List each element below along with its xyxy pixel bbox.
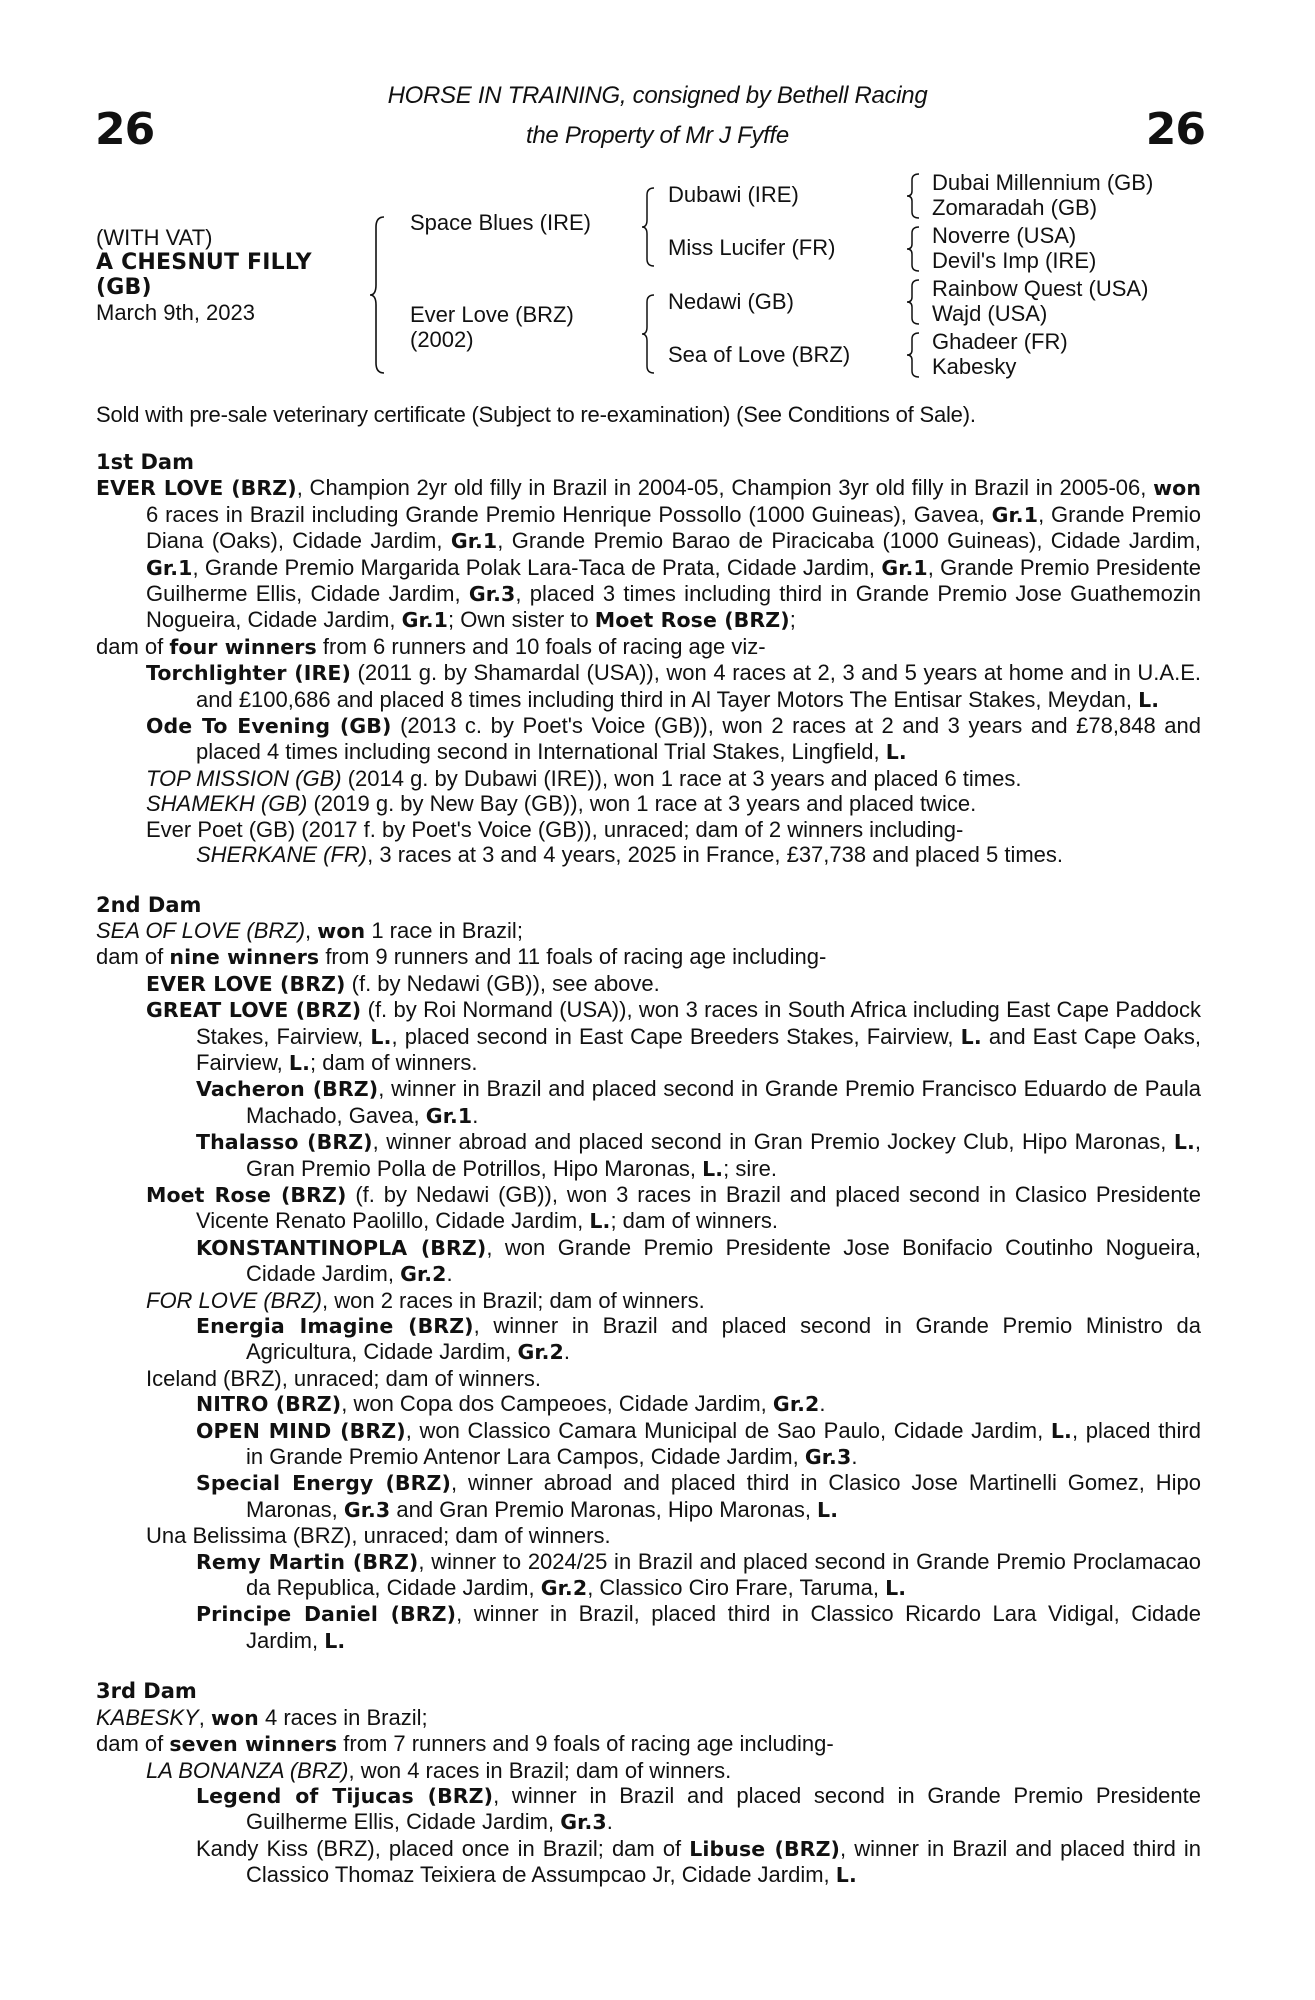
produce-entry [96,713,1201,766]
text: from 6 runners and 10 foals of racing age viz- [316,633,766,659]
text: , won Grande Premio Presidente Jose Bonifacio Coutinho Nogueira, Cidade Jardim, [246,1234,1201,1287]
bold-text: seven winners [169,1732,338,1757]
text: . [606,1809,613,1835]
bold-text: Moet Rose (BRZ) [594,608,790,633]
text: ; Own sister to [448,607,595,633]
pedigree-dam-sire: Nedawi (GB) [668,289,794,314]
section-title: 1st Dam [96,450,194,474]
text: , 3 races at 3 and 4 years, 2025 in France, £37,738 and placed 5 times. [367,842,1064,868]
bold-text: KONSTANTINOPLA (BRZ) [196,1235,487,1260]
bold-text: L. [817,1497,839,1522]
produce-entry [96,1391,1201,1417]
bold-text: NITRO (BRZ) [196,1392,342,1417]
produce-entry [96,1129,1201,1182]
text: , winner in Brazil, placed third in Classico Ricardo Lara Vidigal, Cidade Jardim, [246,1601,1201,1653]
text: , winner in Brazil and placed second in Grande Premio Presidente Guilherme Ellis, Cidade Jardim, [246,1782,1201,1835]
section-title: 3rd Dam [96,1679,197,1704]
pedigree-brace-gg2 [905,225,923,273]
produce-entry [96,918,1201,944]
consignor-header: HORSE IN TRAINING, consigned by Bethell Racing [387,82,928,109]
bold-text: EVER LOVE (BRZ) [96,476,297,501]
text: and Gran Premio Maronas, Hipo Maronas, [390,1496,818,1522]
text: , Grande Premio Presidente Guilherme Ellis, Cidade Jardim, [146,554,1201,607]
text: , winner in Brazil and placed second in Grande Premio Ministro da Agricultura, Cidade Jardim, [246,1313,1201,1365]
produce-entry [96,1235,1201,1288]
bold-text: won [1153,476,1202,501]
text: . [851,1444,858,1470]
text: (2013 c. by Poet's Voice (GB)), won 2 races at 2 and 3 years and £78,848 and placed 4 times including second in International Trial Stakes, Lingfield, [196,713,1202,765]
bold-text: Gr.1 [991,502,1039,527]
bold-text: L. [1138,687,1160,712]
bold-text: Gr.3 [343,1497,391,1522]
text: , placed second in East Cape Breeders Stakes, Fairview, [391,1023,961,1049]
italic-text: SHERKANE (FR) [196,842,368,868]
pedigree-brace-gg4 [905,331,923,379]
bold-text: Gr.3 [560,1810,607,1835]
pedigree-gg-6: Wajd (USA) [932,301,1048,326]
produce-entry [96,997,1201,1076]
lot-number-left: 26 [95,104,155,155]
italic-text: TOP MISSION (GB) [146,765,342,791]
produce-record [96,450,1201,1889]
text: Iceland (BRZ), unraced; dam of winners. [146,1365,541,1391]
bold-text: Gr.1 [881,555,928,580]
text: ; [789,607,796,633]
text: . [472,1102,479,1128]
text: , Grande Premio Barao de Piracicaba (1000 Guineas), Cidade Jardim, [497,528,1201,554]
bold-text: Vacheron (BRZ) [196,1077,379,1102]
text: (2011 g. by Shamardal (USA)), won 4 races at 2, 3 and 5 years at home and in U.A.E. and £100,686 and placed 8 times including third in Al Tayer Motors The Entisar Stakes, Meydan, [196,660,1201,712]
text: , won 2 races in Brazil; dam of winners. [322,1287,705,1313]
pedigree-gg-5: Rainbow Quest (USA) [932,276,1149,301]
text: ; dam of winners. [610,1208,778,1234]
produce-entry [96,1076,1201,1129]
pedigree-dam-year: (2002) [410,327,474,352]
bold-text: L. [288,1050,310,1075]
foaling-date: March 9th, 2023 [96,300,255,325]
text: 1 race in Brazil; [365,917,523,943]
text: (f. by Roi Normand (USA)), won 3 races in South Africa including East Cape Paddock Stakes, Fairview, [196,997,1201,1049]
text: , [198,1704,211,1730]
bold-text: L. [960,1024,982,1049]
bold-text: Remy Martin (BRZ) [196,1549,419,1574]
text: and East Cape Oaks, Fairview, [196,1023,1201,1075]
text: , placed 3 times including third in Grande Premio Jose Guathemozin Nogueira, Cidade Jardim, [146,581,1201,633]
produce-entry [96,1758,1201,1783]
vat-note: (WITH VAT) [96,225,213,250]
text: , Classico Ciro Frare, Taruma, [587,1575,886,1601]
produce-entry [96,1731,1201,1757]
text: Una Belissima (BRZ), unraced; dam of winners. [146,1523,611,1549]
text: from 9 runners and 11 foals of racing age including- [319,944,827,970]
pedigree-brace-gg3 [905,278,923,326]
produce-entry [96,660,1201,713]
produce-entry [96,791,1201,816]
pedigree-dam-name: Ever Love (BRZ) [410,302,574,327]
bold-text: Gr.2 [400,1262,447,1287]
text: , winner to 2024/25 in Brazil and placed second in Grande Premio Proclamacao da Republica, Cidade Jardim, [246,1548,1202,1601]
bold-text: Gr.1 [146,555,193,580]
pedigree-brace-dam [640,293,658,375]
pedigree-brace-gg1 [905,172,923,220]
bold-text: Energia Imagine (BRZ) [196,1314,474,1338]
produce-entry [96,634,1201,660]
produce-entry [96,1288,1201,1313]
produce-entry [96,842,1201,867]
bold-text: L. [1050,1418,1072,1443]
horse-name: A CHESNUT FILLY [96,250,312,275]
produce-entry [96,1470,1201,1523]
text: dam of [96,944,170,970]
lot-number-right: 26 [1145,104,1205,155]
bold-text: Special Energy (BRZ) [196,1471,451,1496]
dam-section [96,893,1201,1655]
italic-text: SEA OF LOVE (BRZ) [96,917,306,943]
pedigree-sire-dam: Miss Lucifer (FR) [668,235,836,260]
text: , winner in Brazil and placed second in Grande Premio Francisco Eduardo de Paula Machado, Gavea, [246,1076,1201,1128]
text: , winner in Brazil and placed third in Classico Thomaz Teixiera de Assumpcao Jr, Cidade Jardim, [246,1835,1201,1888]
bold-text: L. [702,1156,724,1181]
pedigree-gg-2: Zomaradah (GB) [932,195,1098,220]
text: , won 4 races in Brazil; dam of winners. [348,1757,732,1783]
produce-entry [96,1549,1201,1602]
bold-text: Thalasso (BRZ) [196,1130,373,1155]
bold-text: won [210,1705,259,1730]
dam-section [96,1679,1201,1888]
produce-entry [96,1783,1201,1836]
produce-entry [96,1601,1201,1654]
italic-text: SHAMEKH (GB) [146,791,308,817]
bold-text: GREAT LOVE (BRZ) [146,998,362,1023]
bold-text: Torchlighter (IRE) [146,661,351,686]
produce-entry [96,1313,1201,1366]
bold-text: Gr.3 [804,1445,852,1470]
section-spacer [96,868,1201,893]
pedigree-brace-sire [640,186,658,268]
horse-identity [96,225,312,325]
bold-text: Legend of Tijucas (BRZ) [196,1783,494,1808]
produce-entry [96,475,1201,633]
text: dam of [96,1731,170,1757]
bold-text: L. [370,1024,392,1049]
produce-entry [96,1836,1201,1889]
bold-text: Principe Daniel (BRZ) [196,1602,457,1627]
bold-text: Gr.1 [401,608,449,633]
bold-text: Gr.2 [772,1392,820,1417]
bold-text: L. [885,1576,907,1601]
text: (f. by Nedawi (GB)), won 3 races in Brazil and placed second in Clasico Presidente Vicente Renato Paolillo, Cidade Jardim, [196,1181,1201,1234]
bold-text: Gr.1 [425,1103,473,1128]
pedigree-sire-sire: Dubawi (IRE) [668,182,799,207]
text: , won Classico Camara Municipal de Sao Paulo, Cidade Jardim, [405,1417,1051,1443]
text: from 7 runners and 9 foals of racing age including- [337,1731,834,1757]
dam-section [96,450,1201,868]
italic-text: FOR LOVE (BRZ) [146,1287,323,1313]
bold-text: L. [885,740,907,765]
text: , winner abroad and placed second in Gran Premio Jockey Club, Hipo Maronas, [372,1129,1174,1155]
text: , won Copa dos Campeoes, Cidade Jardim, [341,1391,773,1417]
bold-text: OPEN MIND (BRZ) [196,1418,406,1443]
pedigree-gg-4: Devil's Imp (IRE) [932,248,1097,273]
bold-text: EVER LOVE (BRZ) [146,971,346,996]
produce-entry [96,971,1201,997]
text: . [446,1261,453,1287]
bold-text: Gr.1 [450,529,498,554]
produce-entry [96,1366,1201,1391]
pedigree-dam-dam: Sea of Love (BRZ) [668,342,851,367]
text: , [305,917,318,943]
produce-entry [96,944,1201,970]
produce-entry [96,1523,1201,1548]
text: ; dam of winners. [309,1049,478,1075]
section-title: 2nd Dam [96,892,202,917]
owner-header: the Property of Mr J Fyffe [526,122,789,149]
text: . [563,1339,571,1365]
text: . [819,1391,826,1417]
italic-text: KABESKY [96,1704,199,1730]
pedigree-gg-7: Ghadeer (FR) [932,329,1068,354]
text: , Champion 2yr old filly in Brazil in 2004-05, Champion 3yr old filly in Brazil in 2005-06, [296,475,1154,501]
pedigree-gg-8: Kabesky [932,354,1017,379]
pedigree-gg-1: Dubai Millennium (GB) [932,170,1154,195]
produce-entry [96,766,1201,791]
bold-text: nine winners [169,945,320,970]
text: 4 races in Brazil; [258,1704,428,1730]
produce-entry [96,817,1201,842]
bold-text: Moet Rose (BRZ) [146,1182,347,1207]
text: , placed third in Grande Premio Antenor Lara Campos, Cidade Jardim, [246,1417,1201,1470]
produce-entry [96,1418,1201,1471]
bold-text: Gr.3 [468,582,516,607]
section-spacer [96,1654,1201,1679]
bold-text: L. [324,1628,346,1653]
text: , winner abroad and placed third in Clasico Jose Martinelli Gomez, Hipo Maronas, [246,1470,1201,1522]
text: , Gran Premio Polla de Potrillos, Hipo Maronas, [246,1129,1202,1181]
text: (2019 g. by New Bay (GB)), won 1 race at 3 years and placed twice. [307,791,977,817]
text: Ever Poet (GB) (2017 f. by Poet's Voice (GB)), unraced; dam of 2 winners including- [146,816,964,842]
bold-text: Libuse (BRZ) [689,1836,841,1861]
bold-text: Gr.2 [517,1340,564,1365]
text: ; sire. [723,1155,777,1181]
bold-text: Ode To Evening (GB) [146,714,392,739]
pedigree-gg-3: Noverre (USA) [932,223,1077,248]
bold-text: L. [589,1209,611,1234]
text: (2014 g. by Dubawi (IRE)), won 1 race at 3 years and placed 6 times. [341,765,1022,791]
italic-text: LA BONANZA (BRZ) [146,1757,349,1783]
text: dam of [96,633,170,659]
text: Kandy Kiss (BRZ), placed once in Brazil; dam of [196,1835,690,1861]
pedigree-sire: Space Blues (IRE) [410,210,591,235]
bold-text: Gr.2 [540,1576,588,1601]
text: 6 races in Brazil including Grande Premio Henrique Possollo (1000 Guineas), Gavea, [146,501,992,527]
pedigree-dam [410,302,574,352]
produce-entry [96,1182,1201,1235]
bold-text: four winners [169,634,317,659]
vet-certificate-note: Sold with pre-sale veterinary certificate (Subject to re-examination) (See Conditions of Sale). [96,402,976,427]
text: , Grande Premio Diana (Oaks), Cidade Jardim, [146,501,1201,554]
produce-entry [96,1705,1201,1731]
bold-text: won [317,918,366,943]
pedigree-brace-main [368,215,388,375]
bold-text: L. [835,1863,857,1888]
horse-country: (GB) [96,275,152,300]
bold-text: L. [1173,1130,1195,1155]
text: , Grande Premio Margarida Polak Lara-Taca de Prata, Cidade Jardim, [192,554,882,580]
text: (f. by Nedawi (GB)), see above. [345,970,660,996]
